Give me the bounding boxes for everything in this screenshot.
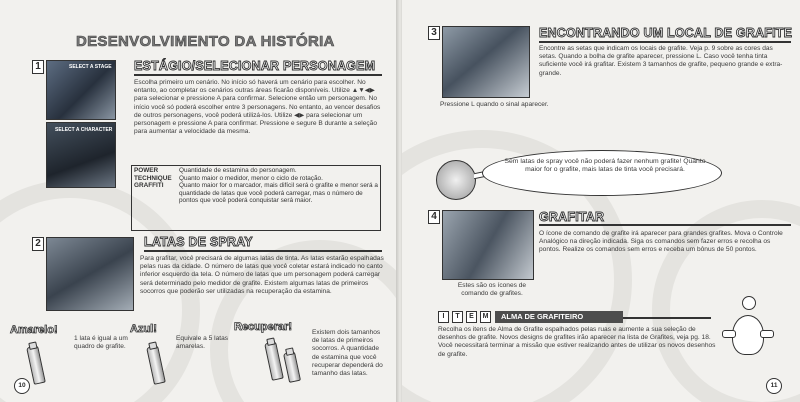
spray-cans-screenshot xyxy=(46,237,134,311)
tip-text: Sem latas de spray você não poderá fazer nenhum grafite! Quanto maior for o grafite, mais latas de tinta você precisará. xyxy=(504,158,706,174)
left-page xyxy=(0,0,398,402)
section-title: ESTÁGIO/SELECIONAR PERSONAGEM xyxy=(134,59,376,73)
stats-table xyxy=(134,167,380,205)
screenshot-label: SELECT A CHARACTER xyxy=(55,127,113,133)
item-letter: M xyxy=(480,311,491,323)
stat-row xyxy=(134,167,380,175)
title-underline xyxy=(539,41,791,43)
amarelo-description: 1 lata é igual a um quadro de grafite. xyxy=(74,335,128,351)
page-header-title: DESENVOLVIMENTO DA HISTÓRIA xyxy=(76,33,335,50)
recuperar-label: Recuperar! xyxy=(234,321,293,333)
graffiti-soul-icon xyxy=(760,330,774,338)
character-select-screenshot xyxy=(46,122,116,188)
stat-row xyxy=(134,175,380,183)
section-body: O ícone de comando de grafite irá aparecer para grandes grafites. Mova o Controle Analógico na direção indicada. Siga os comandos sem fazer erros e recolha os pontos. Realize os comandos sem erros e receba um bônus de 50 pontos. xyxy=(539,230,783,254)
stat-key: TECHNIQUE xyxy=(134,174,172,182)
azul-label: Azul! xyxy=(130,323,157,335)
item-body: Recolha os itens de Alma de Grafite espalhados pelas ruas e aumente a sua seleção de desenhos de grafite. Novos designs de grafites irão aparecer na lista de Grafites, veja pg. 18. Você necessitará terminar a missão que estiver realizando antes de utilizar os novos desenhos de grafite. xyxy=(438,326,716,358)
recuperar-description: Existem dois tamanhos de latas de primeiros socorros. A quantidade de estamina que você recuperar dependerá do tamanho das latas. xyxy=(312,329,383,378)
title-underline xyxy=(144,250,382,252)
right-page xyxy=(402,0,800,402)
section-body: Escolha primeiro um cenário. No início só haverá um cenário para escolher. No entanto, ao completar os cenários outras áreas ficarão disponíveis. Utilize ▲▼◀▶ para selecionar e pressione A para confirmar. Selecione então um personagem. No início você só poderá escolher entre 3 personagens. No entanto, ao vencer desafios de outros personagens, você poderá utilizá-los. Utilize ◀▶ para selecionar um personagem e pressione A para confirmar. Pressione e segure B durante a seleção para aumentar a velocidade da mesma. xyxy=(134,79,381,136)
page-number: 11 xyxy=(766,378,782,394)
stat-value: Quanto maior o medidor, menor o ciclo de rotação. xyxy=(179,174,323,182)
screenshot-label: SELECT A STAGE xyxy=(69,64,112,70)
graffiti-command-screenshot xyxy=(442,210,534,280)
character-mascot-icon xyxy=(436,160,476,200)
section-number: 2 xyxy=(32,237,44,251)
screenshot-caption: Estes são os ícones de comando de grafites. xyxy=(457,282,527,298)
title-underline xyxy=(134,74,382,76)
graffiti-soul-icon xyxy=(742,296,756,310)
page-number: 10 xyxy=(14,378,30,394)
alma-de-grafiteiro-bar: ALMA DE GRAFITEIRO xyxy=(495,311,623,323)
graffiti-location-screenshot xyxy=(442,26,530,98)
stat-row xyxy=(134,182,380,205)
section-body: Para grafitar, você precisará de algumas latas de tinta. As latas estarão espalhadas pelas ruas da cidade. O número de latas que você coletar estará indicado no canto inferior esquerdo da tela. O número de latas que um personagem poderá carregar será determinado pelo medidor de grafite. Existem algumas latas de primeiros socorros que poderão ser utilizadas na recuperação da estamina. xyxy=(140,255,384,295)
section-title: ENCONTRANDO UM LOCAL DE GRAFITE xyxy=(539,26,793,40)
graffiti-soul-icon xyxy=(722,330,736,338)
section-title: GRAFITAR xyxy=(539,210,605,224)
stage-select-screenshot xyxy=(46,60,116,120)
section-body: Encontre as setas que indicam os locais de grafite. Veja p. 9 sobre as cores das setas. Quando a bolha de grafite aparecer, pressione L. Caso você tenha tinta suficiente você irá grafitar. Existem 3 tamanhos de grafite, pequeno grande e extra-grande. xyxy=(539,45,783,77)
stat-value: Quanto maior for o marcador, mais difícil será o grafite e menor será a quantidade de latas que você poderá carregar, mas o número de pontos que você poderá conquistar será maior. xyxy=(179,182,378,205)
screenshot-caption: Pressione L quando o sinal aparecer. xyxy=(440,101,549,108)
item-letter: I xyxy=(438,311,449,323)
section-number: 4 xyxy=(428,210,440,224)
amarelo-label: Amarelo! xyxy=(10,324,58,336)
stat-key: POWER xyxy=(134,167,159,174)
section-number: 1 xyxy=(32,60,44,74)
title-underline xyxy=(539,224,791,226)
item-letter: E xyxy=(466,311,477,323)
item-letter: T xyxy=(452,311,463,323)
stat-value: Quantidade de estamina do personagem. xyxy=(179,167,297,174)
section-title: LATAS DE SPRAY xyxy=(144,235,253,249)
section-number: 3 xyxy=(428,26,440,40)
azul-description: Equivale a 5 latas amarelas. xyxy=(176,335,229,351)
stat-key: GRAFFITI xyxy=(134,182,164,190)
item-rule xyxy=(623,317,711,319)
